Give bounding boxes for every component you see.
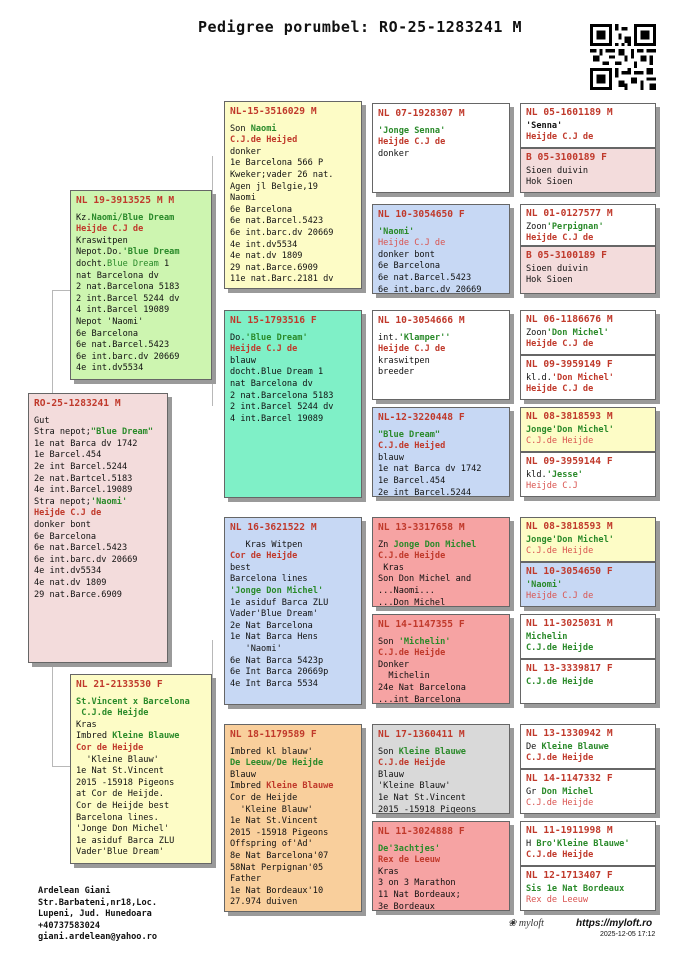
info-line: donker <box>230 146 262 157</box>
info-line: Father <box>230 874 262 885</box>
info-line: 'Jonge Senna' <box>378 125 446 136</box>
ring-number: NL-12-3220448 F <box>378 412 465 423</box>
ring-number: NL 10-3054666 M <box>378 315 465 326</box>
ring-number: B 05-3100189 F <box>526 152 607 163</box>
info-line: 4e int.Barcel.19089 <box>34 485 133 496</box>
info-line: H Bro'Kleine Blauwe' <box>526 838 630 849</box>
connector-line <box>52 766 72 767</box>
ring-number: NL 08-3818593 M <box>526 411 613 422</box>
info-line: 'Naomi' <box>245 643 282 654</box>
pigeon-card-g4-12[interactable] <box>520 724 656 769</box>
info-line: Kras <box>383 562 404 573</box>
info-line: nat Barcelona dv <box>76 270 159 281</box>
pigeon-card-g3-0[interactable] <box>372 103 510 193</box>
connector-line <box>364 150 365 250</box>
info-line: int.'Klamper'' <box>378 332 451 343</box>
info-line: 1e nat Barca dv 1742 <box>378 464 482 475</box>
info-line: Nepot 'Naomi' <box>76 316 144 327</box>
info-line: 6e int.barc.dv 20669 <box>378 284 482 294</box>
info-line: 6e nat.Barcel.5423 <box>76 340 170 351</box>
info-line: Cor de Heijde <box>76 742 144 753</box>
info-line: Gr Don Michel <box>526 786 594 797</box>
pigeon-card-g4-14[interactable] <box>520 821 656 866</box>
ring-number: NL 08-3818593 M <box>526 521 613 532</box>
pigeon-card-father[interactable] <box>70 190 212 380</box>
info-line: Cor de Heijde best <box>76 800 170 811</box>
breeder-name: C.J.de Heijde <box>526 676 594 687</box>
info-line: Sioen duivin <box>526 165 589 176</box>
info-line: 4e nat.dv 1809 <box>230 251 303 262</box>
connector-line <box>52 290 72 291</box>
info-line: 6e Barcelona <box>76 328 139 339</box>
ring-number: NL 11-3024888 F <box>378 826 465 837</box>
myloft-logo: ❀ myloft <box>508 918 544 929</box>
info-line: 1e asiduf Barca ZLU <box>76 835 175 846</box>
info-line: 4e nat.dv 1809 <box>34 577 107 588</box>
info-line: 6e int.barc.dv 20669 <box>34 554 138 565</box>
ring-number: NL 07-1928307 M <box>378 108 465 119</box>
info-line: 2e nat.Bartcel.5183 <box>34 473 133 484</box>
info-line: 'Kleine Blauw' <box>240 804 313 815</box>
info-line: blauw <box>230 355 256 366</box>
info-line: 4 int.Barcel 19089 <box>230 413 324 424</box>
info-line: Kraswitpen <box>76 235 128 246</box>
info-line: Do.'Blue Dream' <box>230 332 308 343</box>
ring-number: NL 11-1911998 M <box>526 825 613 836</box>
pigeon-card-ff[interactable] <box>224 101 362 289</box>
pigeon-card-g4-13[interactable] <box>520 769 656 814</box>
connector-line <box>364 764 365 864</box>
info-line: Michelin <box>526 631 568 642</box>
info-line: Imbred Kleine Blauwe <box>76 731 180 742</box>
breeder-name: Heijde C.J de <box>378 137 446 148</box>
info-line: Blauw <box>378 769 404 780</box>
info-line: 2e Nat Barcelona <box>230 620 313 631</box>
pigeon-card-g4-7[interactable] <box>520 452 656 497</box>
pigeon-card-g4-3[interactable] <box>520 246 656 294</box>
info-line: 27.974 duiven <box>230 897 298 908</box>
ring-number: NL 14-1147332 F <box>526 773 613 784</box>
ring-number: NL 17-1360411 M <box>378 729 465 740</box>
pigeon-card-g4-2[interactable] <box>520 204 656 246</box>
info-line: Vader'Blue Dream' <box>76 847 164 858</box>
info-line: Son 'Michelin' <box>378 636 451 647</box>
info-line: Nepot.Do.'Blue Dream <box>76 247 180 258</box>
info-line: 6e Nat Barca 5423p <box>230 655 324 666</box>
info-line: De Kleine Blauwe <box>526 741 609 752</box>
ring-number: NL 15-1793516 F <box>230 315 317 326</box>
info-line: 6e nat.Barcel.5423 <box>230 216 324 227</box>
info-line: kl.d.'Don Michel' <box>526 372 614 383</box>
pigeon-card-g3-1[interactable] <box>372 204 510 294</box>
breeder-name: Heijde C.J <box>526 481 578 492</box>
breeder-name: C.J.de Heijed <box>378 441 446 452</box>
breeder-name: De Leeuw/De Heijde <box>230 758 324 769</box>
info-line: 'Jonge Don Michel' <box>76 824 170 835</box>
info-line: Kweker;vader 26 nat. <box>230 169 334 180</box>
ring-number: NL 11-3025031 M <box>526 618 613 629</box>
info-line: 1e asiduf Barca ZLU <box>230 597 329 608</box>
breeder-name: Heijde C.J de <box>526 339 594 350</box>
info-line: Imbred kl blauw' <box>230 746 313 757</box>
info-line: 1e Nat St.Vincent <box>378 792 466 803</box>
ring-number: NL 13-1330942 M <box>526 728 613 739</box>
pigeon-card-mf[interactable] <box>224 517 362 705</box>
pigeon-card-g4-11[interactable] <box>520 659 656 704</box>
info-line: 'Senna' <box>526 120 563 131</box>
pigeon-card-g4-6[interactable] <box>520 407 656 452</box>
info-line: ...Naomi... <box>378 585 435 596</box>
pigeon-card-fm[interactable] <box>224 310 362 498</box>
pigeon-card-g3-6[interactable] <box>372 724 510 814</box>
info-line: 8e Nat Barcelona'07 <box>230 850 329 861</box>
ring-number: NL 10-3054650 F <box>378 209 465 220</box>
info-line: Vader'Blue Dream' <box>230 609 318 620</box>
website-link[interactable]: https://myloft.ro <box>576 918 653 929</box>
info-line: Cor de Heijde <box>230 792 298 803</box>
owner-address: Str.Barbateni,nr18,Loc. <box>38 897 157 908</box>
info-line: 1e Nat Barca Hens <box>230 632 318 643</box>
breeder-name: C.J.de Heijde <box>378 648 446 659</box>
breeder-name: C.J.de Heijde <box>378 758 446 769</box>
pigeon-icon: ❀ <box>508 918 517 929</box>
info-line: best <box>230 562 251 573</box>
info-line: Jonge'Don Michel' <box>526 534 614 545</box>
info-line: 2015 -15918 Pigeons <box>76 777 175 788</box>
ring-number: NL 12-1713407 F <box>526 870 613 881</box>
info-line: 6e Int Barca 20669p <box>230 667 329 678</box>
info-line: 6e Barcelona <box>230 204 293 215</box>
breeder-name: C.J.de Heijde <box>81 708 149 719</box>
info-line: St.Vincent x Barcelona <box>76 696 190 707</box>
pigeon-card-g3-4[interactable] <box>372 517 510 607</box>
info-line: docht.Blue Dream 1 <box>230 367 324 378</box>
info-line: Kras Witpen <box>245 539 303 550</box>
info-line: kld.'Jesse' <box>526 469 583 480</box>
ring-number: NL 21-2133530 F <box>76 679 163 690</box>
ring-number: NL-15-3516029 M <box>230 106 317 117</box>
breeder-name: C.J.de Heijde <box>526 753 594 764</box>
info-line: De'3achtjes' <box>378 843 441 854</box>
breeder-name: Cor de Heijde <box>230 551 298 562</box>
info-line: 4 int.Barcel 19089 <box>76 305 170 316</box>
owner-email: giani.ardelean@yahoo.ro <box>38 932 157 942</box>
info-line: 29 nat.Barce.6909 <box>230 262 318 273</box>
info-line: donker <box>378 148 410 159</box>
info-line: Offspring of'Ad' <box>230 839 313 850</box>
info-line: Kras <box>378 866 399 877</box>
pigeon-card-g4-15[interactable] <box>520 866 656 911</box>
pigeon-card-g3-7[interactable] <box>372 821 510 911</box>
info-line: Donker <box>378 659 410 670</box>
info-line: 6e Barcelona <box>34 531 97 542</box>
info-line: 6e nat.Barcel.5423 <box>378 272 472 283</box>
info-line: 6e int.barc.dv 20669 <box>230 227 334 238</box>
info-line: 1e Barcel.454 <box>34 450 102 461</box>
owner-address: Lupeni, Jud. Hunedoara <box>38 909 152 919</box>
info-line: nat Barcelona dv <box>230 378 313 389</box>
info-line: 'Kleine Blauw' <box>378 781 451 792</box>
info-line: 58Nat Perpignan'05 <box>230 862 324 873</box>
page-title: Pedigree porumbel: RO-25-1283241 M <box>197 18 523 36</box>
info-line: 2e int Barcel.5244 <box>34 461 128 472</box>
info-line: Stra nepot;'Naomi' <box>34 496 128 507</box>
pigeon-card-main[interactable] <box>28 393 168 663</box>
pigeon-card-g4-5[interactable] <box>520 355 656 400</box>
info-line: ...Don Michel <box>378 597 446 607</box>
info-line: 11e nat.Barc.2181 dv <box>230 274 334 285</box>
info-line: 1e nat Barca dv 1742 <box>34 438 138 449</box>
ring-number: NL 19-3913525 M M <box>76 195 175 206</box>
info-line: 3e Bordeaux <box>378 901 435 911</box>
owner-contact <box>38 886 157 944</box>
info-line: 6e int.barc.dv 20669 <box>76 351 180 362</box>
print-date: 2025-12-05 17:12 <box>600 931 656 938</box>
info-line: 'Jonge Don Michel' <box>230 585 324 596</box>
owner-phone: +40737583024 <box>38 920 101 931</box>
info-line: ...int Barcelona <box>378 694 461 704</box>
info-line: 1e Nat St.Vincent <box>230 816 318 827</box>
info-line: 4e int.dv5534 <box>230 239 298 250</box>
info-line: 'Naomi' <box>378 226 415 237</box>
breeder-name: Heijde C.J de <box>526 132 594 143</box>
info-line: 2015 -15918 Pigeons <box>230 827 329 838</box>
breeder-name: Rex de Leeuw <box>526 895 589 906</box>
ring-number: NL 05-1601189 M <box>526 107 613 118</box>
breeder-name: Heijde C.J de <box>526 233 594 244</box>
breeder-name: C.J.de Heijde <box>526 546 594 557</box>
connector-line <box>52 290 53 396</box>
info-line: 1e Barcelona 566 P <box>230 158 324 169</box>
connector-line <box>212 640 213 820</box>
info-line: breeder <box>378 367 415 378</box>
ring-number: NL 18-1179589 F <box>230 729 317 740</box>
breeder-name: Heijde C.J de <box>378 344 446 355</box>
info-line: 11 Nat Bordeaux; <box>378 889 461 900</box>
pigeon-card-g3-2[interactable] <box>372 310 510 400</box>
info-line: Son Naomi <box>230 123 277 134</box>
connector-line <box>364 560 365 660</box>
info-line: Michelin <box>388 671 430 682</box>
info-line: 4e int.dv5534 <box>34 566 102 577</box>
breeder-name: Heijde C.J de <box>526 384 594 395</box>
connector-line <box>52 662 53 766</box>
owner-name: Ardelean Giani <box>38 886 111 896</box>
info-line: 6e Barcelona <box>378 261 441 272</box>
info-line: Jonge'Don Michel' <box>526 424 614 435</box>
breeder-name: C.J.de Heijde <box>526 798 594 809</box>
breeder-name: Heijde C.J de <box>76 224 144 235</box>
info-line: 6e nat.Barcel.5423 <box>34 543 128 554</box>
ring-number: NL 06-1186676 M <box>526 314 613 325</box>
info-line: "Blue Dream" <box>378 429 441 440</box>
breeder-name: Heijde C.J de <box>378 238 446 249</box>
ring-number: RO-25-1283241 M <box>34 398 121 409</box>
info-line: 1e Nat St.Vincent <box>76 766 164 777</box>
info-line: 4e int.dv5534 <box>76 363 144 374</box>
info-line: Son Kleine Blauwe <box>378 746 466 757</box>
pigeon-card-g4-10[interactable] <box>520 614 656 659</box>
pigeon-card-g4-0[interactable] <box>520 103 656 148</box>
qr-code <box>590 24 656 90</box>
info-line: Barcelona lines <box>230 574 308 585</box>
info-line: 'Kleine Blauw' <box>86 754 159 765</box>
info-line: Sis 1e Nat Bordeaux <box>526 883 625 894</box>
info-line: Sioen duivin <box>526 263 589 274</box>
ring-number: NL 13-3317658 M <box>378 522 465 533</box>
info-line: Imbred Kleine Blauwe <box>230 781 334 792</box>
breeder-name: Hok Sioen <box>526 177 573 188</box>
info-line: docht.Blue Dream 1 <box>76 258 170 269</box>
pigeon-card-mother[interactable] <box>70 674 212 864</box>
info-line: donker bont <box>378 249 435 260</box>
info-line: 2 nat.Barcelona 5183 <box>230 390 334 401</box>
breeder-name: Heijde C.J de <box>34 508 102 519</box>
ring-number: NL 10-3054650 F <box>526 566 613 577</box>
info-line: 3 on 3 Marathon <box>378 878 456 889</box>
info-line: kraswitpen <box>378 355 430 366</box>
info-line: Barcelona lines. <box>76 812 159 823</box>
pigeon-card-g4-9[interactable] <box>520 562 656 607</box>
breeder-name: C.J.de Heijde <box>526 850 594 861</box>
ring-number: NL 09-3959149 F <box>526 359 613 370</box>
info-line: Blauw <box>230 769 256 780</box>
breeder-name: C.J.de Heijde <box>378 551 446 562</box>
ring-number: B 05-3100189 F <box>526 250 607 261</box>
ring-number: NL 09-3959144 F <box>526 456 613 467</box>
connector-line <box>364 352 365 452</box>
breeder-name: Hok Sioen <box>526 275 573 286</box>
pigeon-card-g4-8[interactable] <box>520 517 656 562</box>
info-line: 2015 -15918 Pigeons <box>378 804 477 814</box>
info-line: 29 nat.Barce.6909 <box>34 589 122 600</box>
breeder-name: Heijde C.J de <box>230 344 298 355</box>
breeder-name: Heijde C.J de <box>526 591 594 602</box>
ring-number: NL 01-0127577 M <box>526 208 613 219</box>
info-line: 24e Nat Barcelona <box>378 682 466 693</box>
pigeon-card-g4-1[interactable] <box>520 148 656 193</box>
info-line: at Cor de Heijde. <box>76 789 164 800</box>
info-line: Agen jl Belgie,19 <box>230 181 318 192</box>
ring-number: NL 16-3621522 M <box>230 522 317 533</box>
info-line: 'Naomi' <box>526 579 563 590</box>
breeder-name: Rex de Leeuw <box>378 855 441 866</box>
ring-number: NL 13-3339817 F <box>526 663 613 674</box>
info-line: 1e Nat Bordeaux'10 <box>230 885 324 896</box>
pigeon-card-g3-5[interactable] <box>372 614 510 704</box>
info-line: 2 nat.Barcelona 5183 <box>76 282 180 293</box>
ring-number: NL 14-1147355 F <box>378 619 465 630</box>
connector-line <box>212 156 213 406</box>
info-line: Stra nepot;"Blue Dream" <box>34 427 154 438</box>
info-line: 1e Barcel.454 <box>378 475 446 486</box>
info-line: 2e int Barcel.5244 <box>378 487 472 497</box>
info-line: blauw <box>378 452 404 463</box>
info-line: 2 int.Barcel 5244 dv <box>230 402 334 413</box>
info-line: Kras <box>76 719 97 730</box>
info-line: Zn Jonge Don Michel <box>378 539 477 550</box>
info-line: Naomi <box>230 193 256 204</box>
info-line: Gut <box>34 415 50 426</box>
info-line: 2 int.Barcel 5244 dv <box>76 293 180 304</box>
breeder-name: C.J.de Heijed <box>230 135 298 146</box>
info-line: Zoon'Perpignan' <box>526 221 604 232</box>
pigeon-card-mm[interactable] <box>224 724 362 912</box>
info-line: Zoon'Don Michel' <box>526 327 609 338</box>
pigeon-card-g3-3[interactable] <box>372 407 510 497</box>
info-line: 4e Int Barca 5534 <box>230 678 318 689</box>
pigeon-card-g4-4[interactable] <box>520 310 656 355</box>
breeder-name: C.J.de Heijde <box>526 643 594 654</box>
info-line: Kz.Naomi/Blue Dream <box>76 212 175 223</box>
info-line: Son Don Michel and <box>378 574 472 585</box>
breeder-name: C.J.de Heijde <box>526 436 594 447</box>
info-line: donker bont <box>34 519 91 530</box>
